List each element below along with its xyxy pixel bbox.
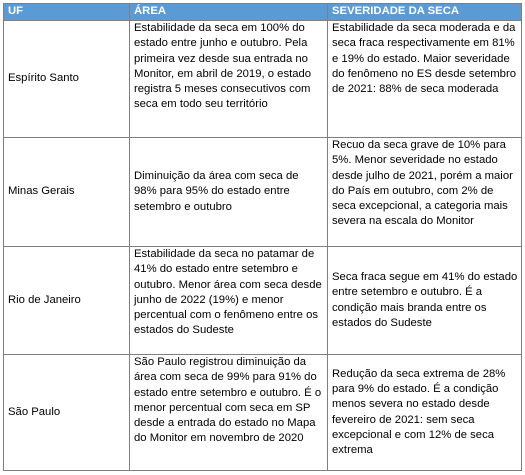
cell-area: Estabilidade da seca em 100% do estado entre junho e outubro. Pela primeira vez desde sua entrada no Monitor, em abril de 2019, o estado registra 5 meses consecutivos com seca em todo seu território [130,21,328,138]
cell-area: Diminuição da área com seca de 98% para 95% do estado entre setembro e outubro [130,138,328,247]
table-row [4,247,522,355]
cell-uf: Rio de Janeiro [4,247,130,355]
table-row [4,21,522,138]
header-row [4,4,522,21]
cell-severidade: Estabilidade da seca moderada e da seca fraca respectivamente em 81% e 19% do estado. Maior severidade do fenômeno no ES desde setembro de 2021: 88% de seca moderada [328,21,522,138]
table-row [4,138,522,247]
header-severidade: SEVERIDADE DA SECA [328,4,522,21]
drought-table [3,3,522,471]
cell-uf: São Paulo [4,355,130,471]
cell-area: Estabilidade da seca no patamar de 41% do estado entre setembro e outubro. Menor área com seca desde junho de 2022 (19%) e menor percentual com o fenômeno entre os estados do Sudeste [130,247,328,355]
header-area: ÁREA [130,4,328,21]
cell-uf: Espírito Santo [4,21,130,138]
cell-severidade: Redução da seca extrema de 28% para 9% do estado. É a condição menos severa no estado desde fevereiro de 2021: sem seca excepcional e com 12% de seca extrema [328,355,522,471]
table-row [4,355,522,471]
cell-severidade: Seca fraca segue em 41% do estado entre setembro e outubro. É a condição mais branda entre os estados do Sudeste [328,247,522,355]
cell-area: São Paulo registrou diminuição da área com seca de 99% para 91% do estado entre setembro e outubro. É o menor percentual com seca em SP desde a entrada do estado no Mapa do Monitor em novembro de 2020 [130,355,328,471]
cell-uf: Minas Gerais [4,138,130,247]
cell-severidade: Recuo da seca grave de 10% para 5%. Menor severidade no estado desde julho de 2021, porém a maior do País em outubro, com 2% de seca excepcional, a categoria mais severa na escala do Monitor [328,138,522,247]
header-uf: UF [4,4,130,21]
